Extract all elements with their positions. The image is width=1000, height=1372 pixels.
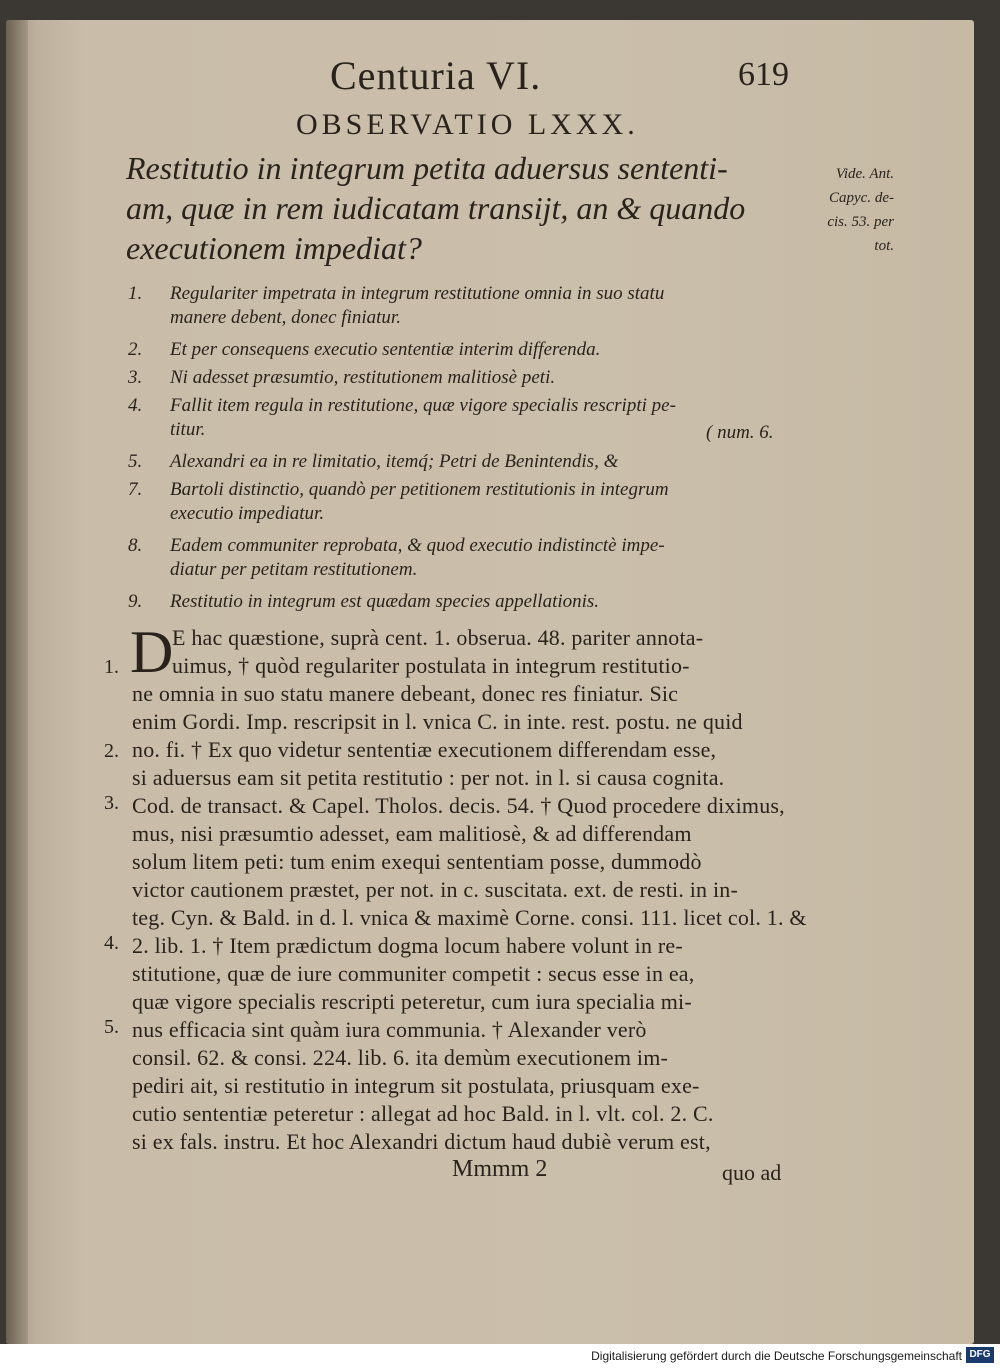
summary-number: 8.	[128, 535, 143, 556]
margin-number: 5.	[104, 1016, 119, 1038]
page-binding-edge	[6, 20, 28, 1344]
catchword: quo ad	[722, 1160, 782, 1185]
dfg-logo: DFG	[966, 1347, 994, 1363]
title-line: executionem impediat?	[126, 230, 422, 266]
observation-title	[126, 148, 766, 268]
margin-number: 3.	[104, 792, 119, 814]
margin-number: 4.	[104, 932, 119, 954]
margin-number: 1.	[104, 656, 119, 678]
summary-item	[128, 450, 618, 474]
margin-reference-line: Vide. Ant.	[835, 166, 894, 182]
summary-continuation: manere debent, donec finiatur.	[170, 307, 401, 328]
title-line: am, quæ in rem iudicatam transijt, an & quando	[126, 190, 746, 226]
summary-item	[128, 478, 669, 502]
summary-text: Restitutio in integrum est quædam species appellationis.	[170, 591, 600, 612]
summary-item	[128, 282, 664, 306]
digitization-credit: Digitalisierung gefördert durch die Deutsche Forschungsgemeinschaft	[591, 1349, 962, 1363]
body-line: nus efficacia sint quàm iura communia. † Alexander verò	[132, 1017, 647, 1042]
margin-reference-line: tot.	[874, 238, 894, 254]
body-line: si aduersus eam sit petita restitutio : per not. in l. si causa cognita.	[132, 765, 725, 790]
summary-item	[128, 590, 599, 614]
summary-item	[128, 394, 676, 418]
summary-number: 7.	[128, 479, 143, 500]
margin-reference-line: cis. 53. per	[827, 214, 894, 230]
summary-text: Fallit item regula in restitutione, quæ vigore specialis rescripti pe-	[170, 395, 676, 416]
drop-cap: D	[130, 619, 174, 685]
summary-text: Bartoli distinctio, quandò per petitionem restitutionis in integrum	[170, 479, 669, 500]
body-line: cutio sententiæ peteretur : allegat ad hoc Bald. in l. vlt. col. 2. C.	[132, 1101, 714, 1126]
body-line: no. fi. † Ex quo videtur sententiæ executionem differendam esse,	[132, 737, 717, 762]
summary-item	[128, 534, 665, 558]
summary-continuation: executio impediatur.	[170, 503, 325, 524]
body-line: quæ vigore specialis rescripti peteretur, cum iura specialia mi-	[132, 989, 692, 1014]
body-line: enim Gordi. Imp. rescripsit in l. vnica C. in inte. rest. postu. ne quid	[132, 709, 743, 734]
summary-continuation: titur.	[170, 419, 206, 440]
summary-number: 3.	[128, 367, 143, 388]
body-line: consil. 62. & consi. 224. lib. 6. ita demùm executionem im-	[132, 1045, 669, 1070]
margin-reference	[776, 162, 894, 258]
summary-text: Alexandri ea in re limitatio, itemq́; Petri de Benintendis, &	[170, 451, 619, 472]
body-line: uimus, † quòd regulariter postulata in integrum restitutio-	[172, 653, 690, 678]
summary-text: Regulariter impetrata in integrum restitutione omnia in suo statu	[170, 283, 665, 304]
body-line: ne omnia in suo statu manere debeant, donec res finiatur. Sic	[132, 681, 679, 706]
body-line: pediri ait, si restitutio in integrum sit postulata, priusquam exe-	[132, 1073, 700, 1098]
title-line: Restitutio in integrum petita aduersus sententi-	[126, 150, 728, 186]
body-line: 2. lib. 1. † Item prædictum dogma locum habere volunt in re-	[132, 933, 683, 958]
body-line: si ex fals. instru. Et hoc Alexandri dictum haud dubiè verum est,	[132, 1129, 711, 1154]
summary-continuation: diatur per petitam restitutionem.	[170, 559, 418, 580]
summary-number: 2.	[128, 339, 143, 360]
body-line: victor cautionem præstet, per not. in c. suscitata. ext. de resti. in in-	[132, 877, 739, 902]
body-line: mus, nisi præsumtio adesset, eam malitiosè, & ad differendam	[132, 821, 692, 846]
body-line: Cod. de transact. & Capel. Tholos. decis. 54. † Quod procedere diximus,	[132, 793, 785, 818]
summary-text: Eadem communiter reprobata, & quod executio indistinctè impe-	[170, 535, 665, 556]
signature-mark: Mmmm 2	[452, 1156, 548, 1182]
running-title: Centuria VI.	[330, 53, 542, 98]
summary-item	[128, 366, 555, 390]
summary-number: 1.	[128, 283, 143, 304]
summary-number: 5.	[128, 451, 143, 472]
margin-reference-line: Capyc. de-	[829, 190, 894, 206]
summary-number: 9.	[128, 591, 143, 612]
summary-text: Et per consequens executio sententiæ interim differenda.	[170, 339, 601, 360]
body-line: teg. Cyn. & Bald. in d. l. vnica & maximè Corne. consi. 111. licet col. 1. &	[132, 905, 807, 930]
summary-aside: ( num. 6.	[706, 422, 774, 443]
body-line: E hac quæstione, suprà cent. 1. obserua. 48. pariter annota-	[172, 625, 704, 650]
margin-number: 2.	[104, 740, 119, 762]
page-number: 619	[738, 56, 789, 93]
observation-heading: OBSERVATIO LXXX.	[296, 108, 639, 141]
body-line: stitutione, quæ de iure communiter competit : secus esse in ea,	[132, 961, 695, 986]
summary-item	[128, 338, 600, 362]
summary-number: 4.	[128, 395, 143, 416]
summary-text: Ni adesset præsumtio, restitutionem malitiosè peti.	[170, 367, 556, 388]
body-line: solum litem peti: tum enim exequi sententiam posse, dummodò	[132, 849, 702, 874]
